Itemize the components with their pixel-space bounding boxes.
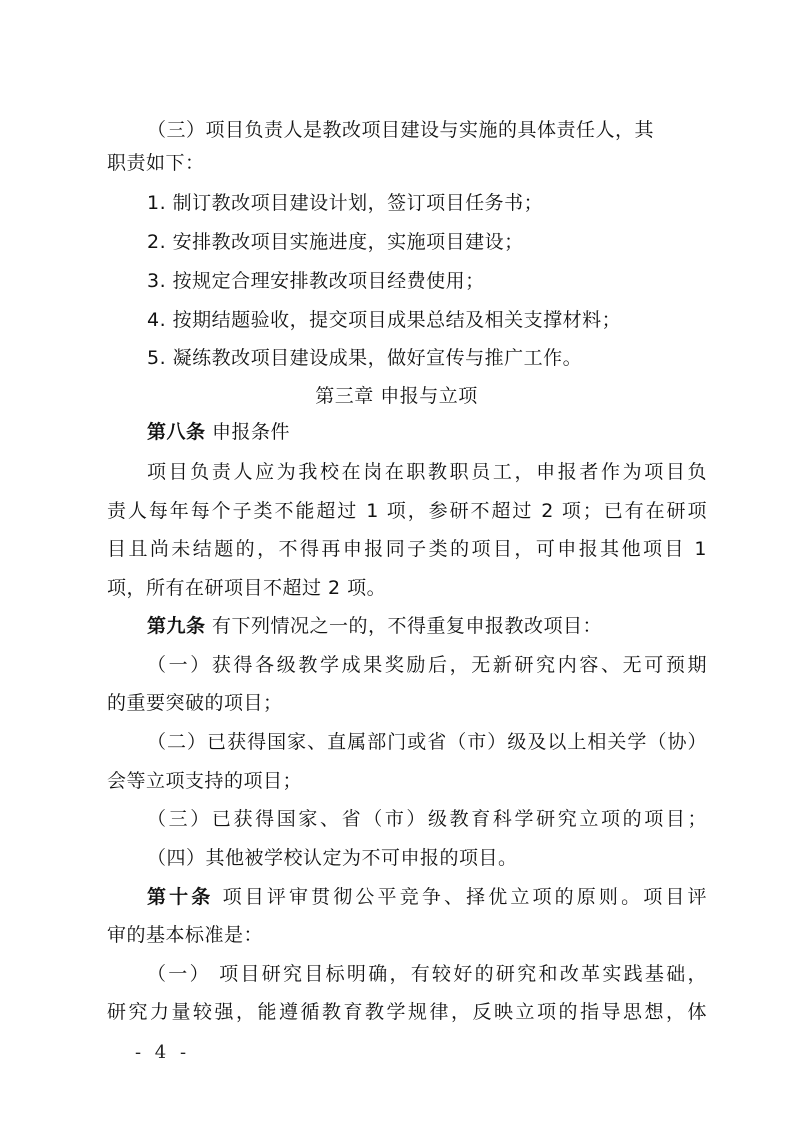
paragraph-line: 会等立项支持的项目； [107, 770, 303, 792]
list-item: 3. 按规定合理安排教改项目经费使用； [147, 270, 485, 292]
list-item: 5. 凝练教改项目建设成果，做好宣传与推广工作。 [147, 347, 583, 369]
article-heading [147, 884, 707, 910]
article-text: 项目评审贯彻公平竞争、择优立项的原则。项目评 [213, 886, 707, 908]
paragraph-line: （四）其他被学校认定为不可申报的项目。 [147, 847, 518, 869]
paragraph-line: （三）项目负责人是教改项目建设与实施的具体责任人，其 [147, 119, 655, 141]
paragraph-line: （三）已获得国家、省（市）级教育科学研究立项的项目； [147, 808, 707, 830]
paragraph-line: 的重要突破的项目； [107, 692, 283, 714]
article-text: 有下列情况之一的，不得重复申报教改项目： [205, 615, 603, 637]
paragraph-line: 项，所有在研项目不超过 2 项。 [107, 577, 387, 599]
list-item: 2. 安排教改项目实施进度，实施项目建设； [147, 231, 524, 253]
list-item: 4. 按期结题验收，提交项目成果总结及相关支撑材料； [147, 309, 622, 331]
article-title: 申报条件 [205, 421, 291, 443]
page-number: - 4 - [135, 1042, 191, 1063]
paragraph-line: （一）获得各级教学成果奖励后，无新研究内容、无可预期 [147, 654, 707, 676]
paragraph-line: 研究力量较强，能遵循教育教学规律，反映立项的指导思想，体 [107, 1001, 707, 1023]
list-item: 1. 制订教改项目建设计划，签订项目任务书； [147, 192, 544, 214]
article-heading [147, 419, 747, 445]
paragraph-line: 目且尚未结题的，不得再申报同子类的项目，可申报其他项目 1 [107, 538, 707, 560]
chapter-heading: 第三章 申报与立项 [315, 385, 478, 407]
paragraph-line: 责人每年每个子类不能超过 1 项，参研不超过 2 项；已有在研项 [107, 500, 707, 522]
paragraph-line: 职责如下： [107, 152, 205, 174]
paragraph-line: 审的基本标准是： [107, 924, 264, 946]
article-label: 第十条 [147, 886, 214, 908]
article-heading [147, 613, 747, 639]
article-label: 第九条 [147, 615, 206, 637]
article-label: 第八条 [147, 421, 206, 443]
paragraph-line: （一） 项目研究目标明确，有较好的研究和改革实践基础， [147, 963, 707, 985]
paragraph-line: 项目负责人应为我校在岗在职教职员工，申报者作为项目负 [147, 461, 707, 483]
paragraph-line: （二）已获得国家、直属部门或省（市）级及以上相关学（协） [147, 731, 707, 753]
